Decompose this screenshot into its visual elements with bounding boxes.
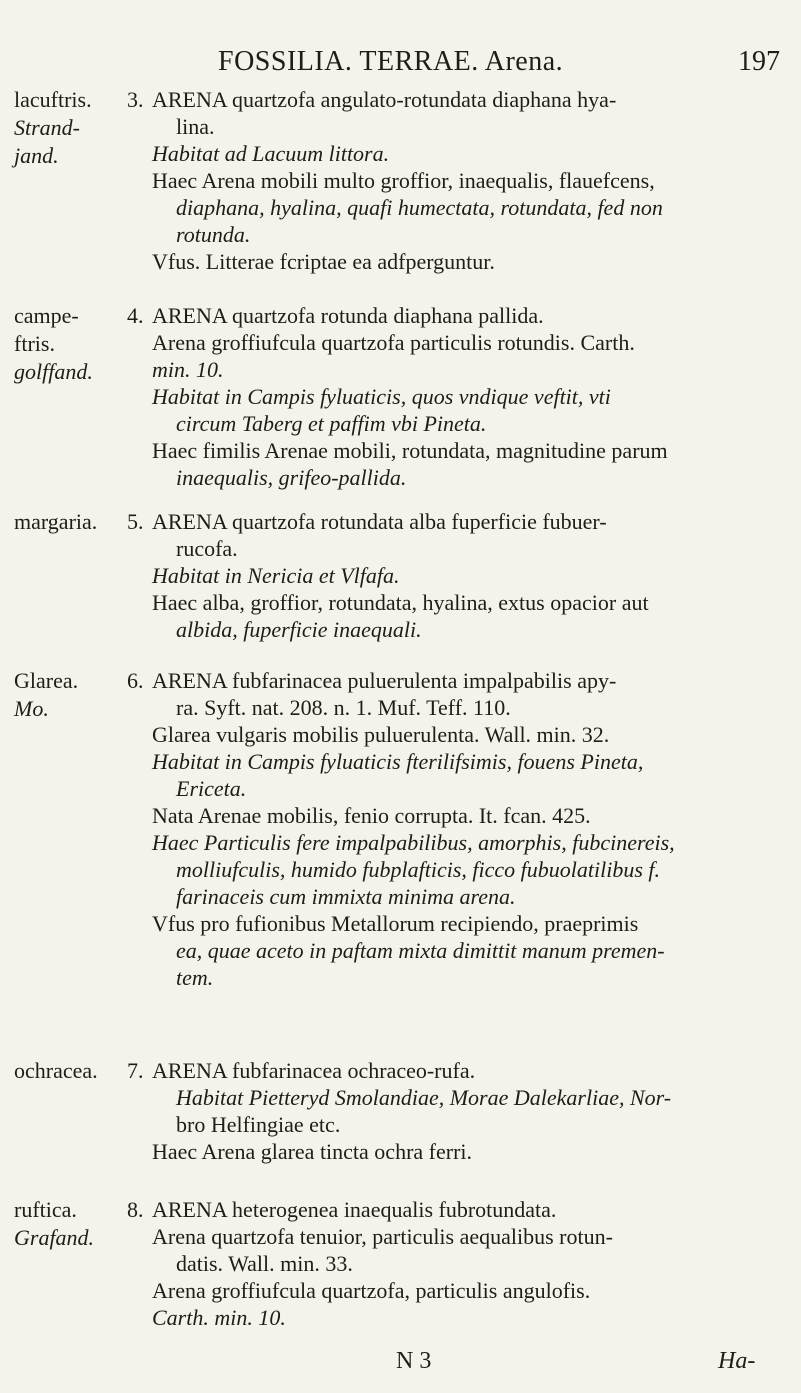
margin-vernacular: Strand- — [14, 115, 80, 140]
entry-text — [152, 1057, 792, 1165]
text-line: Habitat in Campis fyluaticis, quos vndique veftit, vti — [152, 384, 611, 409]
text-line: ARENA heterogenea inaequalis fubrotundata. — [152, 1197, 557, 1222]
text-line: Habitat Pietteryd Smolandiae, Morae Dalekarliae, Nor- — [176, 1085, 672, 1110]
margin-note — [14, 86, 124, 170]
margin-term: ruftica. — [14, 1197, 77, 1222]
text-line: Haec alba, groffior, rotundata, hyalina, extus opacior aut — [152, 590, 649, 615]
margin-term: margaria. — [14, 509, 98, 534]
entry-text — [152, 1196, 792, 1331]
text-line: ARENA fubfarinacea ochraceo-rufa. — [152, 1058, 476, 1083]
text-line: Habitat in Campis fyluaticis fterilifsimis, fouens Pineta, — [152, 749, 644, 774]
entry-text — [152, 86, 792, 275]
text-line: Habitat in Nericia et Vlfafa. — [152, 563, 400, 588]
margin-term: lacuftris. — [14, 87, 92, 112]
text-line: lina. — [176, 114, 215, 139]
text-line: Ericeta. — [176, 776, 247, 801]
margin-vernacular: Grafand. — [14, 1225, 95, 1250]
margin-term: ftris. — [14, 331, 55, 356]
text-line: Habitat ad Lacuum littora. — [152, 141, 390, 166]
text-line: Arena groffiufcula quartzofa, particulis angulofis. — [152, 1278, 591, 1303]
entry-number: 6. — [127, 668, 144, 693]
margin-note — [14, 1196, 124, 1252]
page-header — [0, 42, 801, 82]
signature-mark: N 3 — [396, 1348, 432, 1374]
text-line: Carth. min. 10. — [152, 1305, 286, 1330]
text-line: Haec Arena mobili multo groffior, inaequalis, flauefcens, — [152, 168, 655, 193]
text-line: Vfus pro fufionibus Metallorum recipiendo, praeprimis — [152, 911, 639, 936]
text-line: ARENA quartzofa rotunda diaphana pallida. — [152, 303, 544, 328]
text-line: Haec Particulis fere impalpabilibus, amorphis, fubcinereis, — [152, 830, 675, 855]
page-number: 197 — [738, 46, 780, 77]
text-line: Haec fimilis Arenae mobili, rotundata, magnitudine parum — [152, 438, 668, 463]
text-line: Haec Arena glarea tincta ochra ferri. — [152, 1139, 473, 1164]
text-line: diaphana, hyalina, quafi humectata, rotundata, fed non — [176, 195, 663, 220]
entry-number: 4. — [127, 303, 144, 328]
text-line: molliufculis, humido fubplafticis, ficco fubuolatilibus f. — [176, 857, 660, 882]
text-line: rucofa. — [176, 536, 238, 561]
text-line: Vfus. Litterae fcriptae ea adfperguntur. — [152, 249, 495, 274]
text-line: bro Helfingiae etc. — [176, 1112, 341, 1137]
text-line: ARENA quartzofa angulato-rotundata diaphana hya- — [152, 87, 617, 112]
text-line: Arena groffiufcula quartzofa particulis rotundis. Carth. — [152, 330, 635, 355]
catchword: Ha- — [718, 1348, 756, 1374]
margin-note — [14, 302, 124, 386]
text-line: tem. — [176, 965, 214, 990]
text-line: ra. Syft. nat. 208. n. 1. Muf. Teff. 110. — [176, 695, 511, 720]
text-line: ARENA fubfarinacea puluerulenta impalpabilis apy- — [152, 668, 617, 693]
entry-number: 8. — [127, 1197, 144, 1222]
text-line: inaequalis, grifeo-pallida. — [176, 465, 407, 490]
margin-vernacular: Mo. — [14, 696, 49, 721]
margin-note — [14, 667, 124, 723]
margin-term: ochracea. — [14, 1058, 98, 1083]
margin-vernacular: jand. — [14, 143, 59, 168]
text-line: albida, fuperficie inaequali. — [176, 617, 422, 642]
margin-vernacular: golffand. — [14, 359, 93, 384]
entry-text — [152, 667, 792, 991]
text-line: Arena quartzofa tenuior, particulis aequalibus rotun- — [152, 1224, 613, 1249]
text-line: circum Taberg et paffim vbi Pineta. — [176, 411, 487, 436]
entry-number: 7. — [127, 1058, 144, 1083]
entry-number: 5. — [127, 509, 144, 534]
margin-term: Glarea. — [14, 668, 79, 693]
entry-number: 3. — [127, 87, 144, 112]
entry-text — [152, 508, 792, 643]
margin-note — [14, 1057, 124, 1085]
page-footer — [0, 1348, 801, 1382]
text-line: min. 10. — [152, 357, 224, 382]
text-line: ARENA quartzofa rotundata alba fuperficie fubuer- — [152, 509, 607, 534]
running-title: FOSSILIA. TERRAE. Arena. — [218, 46, 564, 77]
text-line: rotunda. — [176, 222, 251, 247]
text-line: datis. Wall. min. 33. — [176, 1251, 353, 1276]
text-line: farinaceis cum immixta minima arena. — [176, 884, 516, 909]
margin-note — [14, 508, 124, 536]
margin-term: campe- — [14, 303, 79, 328]
text-line: ea, quae aceto in paftam mixta dimittit manum premen- — [176, 938, 665, 963]
text-line: Glarea vulgaris mobilis puluerulenta. Wall. min. 32. — [152, 722, 610, 747]
text-line: Nata Arenae mobilis, fenio corrupta. It. fcan. 425. — [152, 803, 591, 828]
entry-text — [152, 302, 792, 491]
